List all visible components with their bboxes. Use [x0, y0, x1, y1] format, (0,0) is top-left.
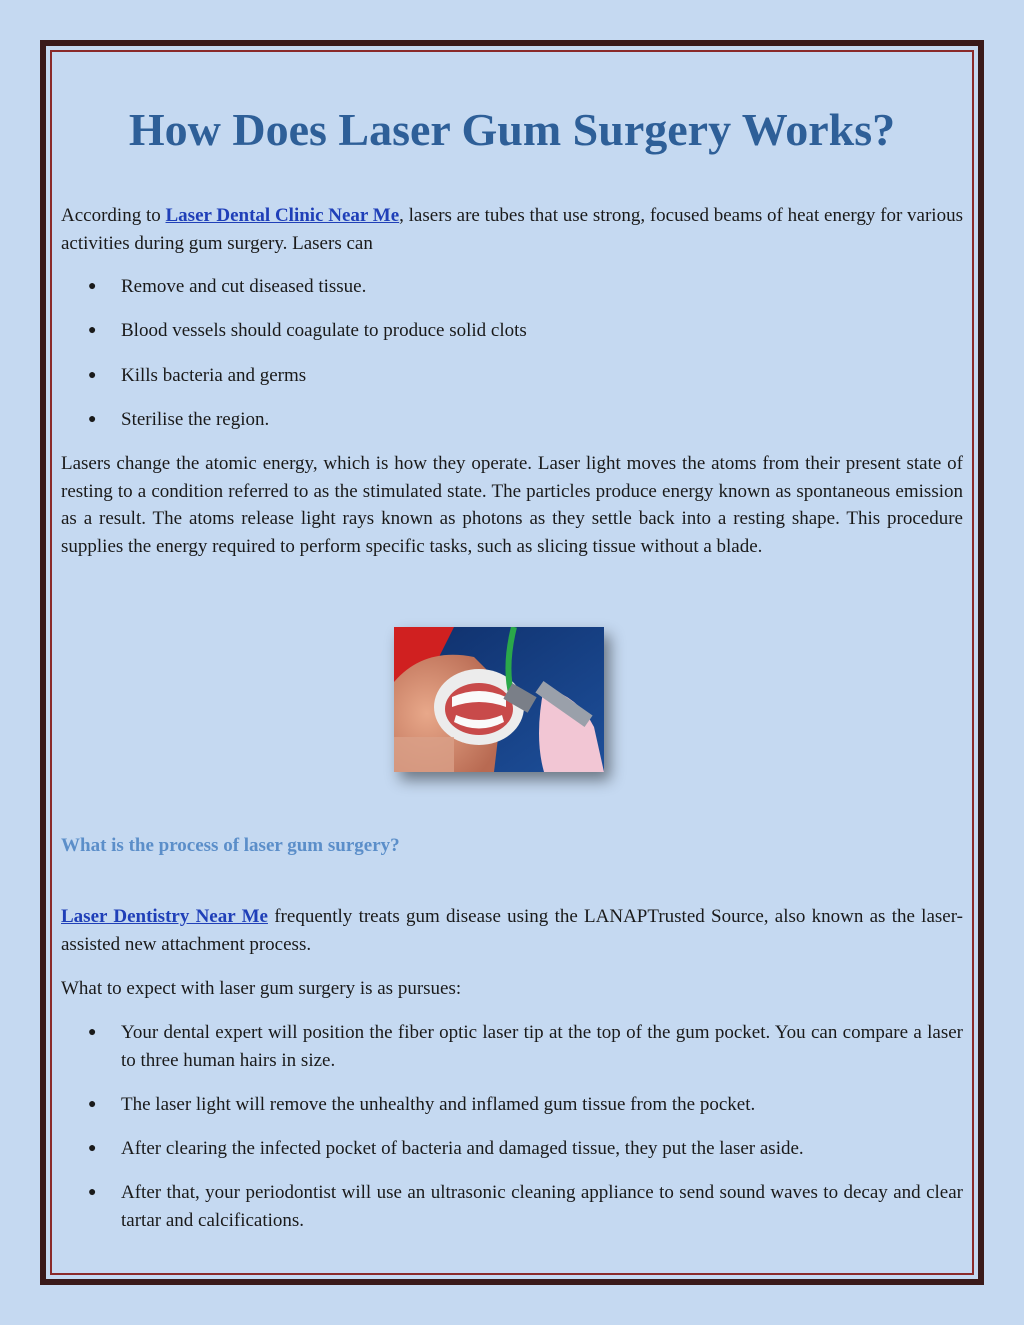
list-item: [61, 362, 963, 390]
list-item-text: Your dental expert will position the fiber optic laser tip at the top of the gum pocket. You can compare a laser to three human hairs in size.: [121, 1021, 963, 1071]
lanap-suffix: frequently treats gum disease using the LANAPTrusted Source, also known as the laser-assisted new attachment process.: [61, 906, 963, 955]
list-item-text: Kills bacteria and germs: [121, 364, 307, 386]
list-item-text: The laser light will remove the unhealthy and inflamed gum tissue from the pocket.: [121, 1093, 756, 1115]
procedure-steps-list: [61, 1019, 963, 1234]
section-heading: What is the process of laser gum surgery?: [61, 835, 400, 856]
bullet-icon: ●: [88, 1096, 97, 1112]
list-item: [61, 406, 963, 434]
list-item: [61, 1179, 963, 1234]
bullet-icon: ●: [88, 1024, 97, 1040]
dental-laser-photo: [394, 627, 604, 772]
list-item-text: Remove and cut diseased tissue.: [121, 276, 367, 298]
laser-uses-list: [61, 273, 963, 433]
laser-dentistry-link[interactable]: Laser Dentistry Near Me: [61, 906, 268, 927]
body-paragraph-atomic-energy: Lasers change the atomic energy, which is how they operate. Laser light moves the atoms from their present state of resting to a condition referred to as the stimulated state. The particles produce energy known as spontaneous emission as a result. The atoms release light rays known as photons as they settle back into a resting shape. This procedure supplies the energy required to perform specific tasks, such as slicing tissue without a blade.: [61, 452, 963, 557]
body-paragraph-expect: What to expect with laser gum surgery is as pursues:: [61, 977, 462, 999]
intro-prefix: According to: [61, 205, 166, 226]
list-item: [61, 317, 963, 345]
list-item-text: Blood vessels should coagulate to produce solid clots: [121, 320, 527, 342]
intro-suffix: , lasers are tubes that use strong, focused beams of heat energy for various activities during gum surgery. Lasers can: [61, 205, 963, 254]
list-item: [61, 1091, 963, 1119]
page-title: How Does Laser Gum Surgery Works?: [128, 104, 896, 155]
list-item-text: Sterilise the region.: [121, 408, 270, 430]
laser-dental-clinic-link[interactable]: Laser Dental Clinic Near Me: [165, 205, 400, 226]
bullet-icon: ●: [88, 1185, 97, 1201]
list-item: [61, 1135, 963, 1163]
bullet-icon: ●: [88, 323, 97, 339]
intro-paragraph: [61, 202, 963, 257]
list-item: [61, 1019, 963, 1074]
list-item-text: After that, your periodontist will use an ultrasonic cleaning appliance to send sound waves to decay and clear tartar and calcifications.: [121, 1182, 963, 1231]
main-content: [61, 90, 963, 560]
bullet-icon: ●: [88, 411, 97, 427]
body-paragraph-lanap: [61, 903, 963, 958]
secondary-content: [61, 903, 963, 1251]
bullet-icon: ●: [88, 367, 97, 383]
list-item: [61, 273, 963, 301]
list-item-text: After clearing the infected pocket of bacteria and damaged tissue, they put the laser aside.: [121, 1137, 804, 1159]
bullet-icon: ●: [88, 279, 97, 295]
bullet-icon: ●: [88, 1140, 97, 1156]
